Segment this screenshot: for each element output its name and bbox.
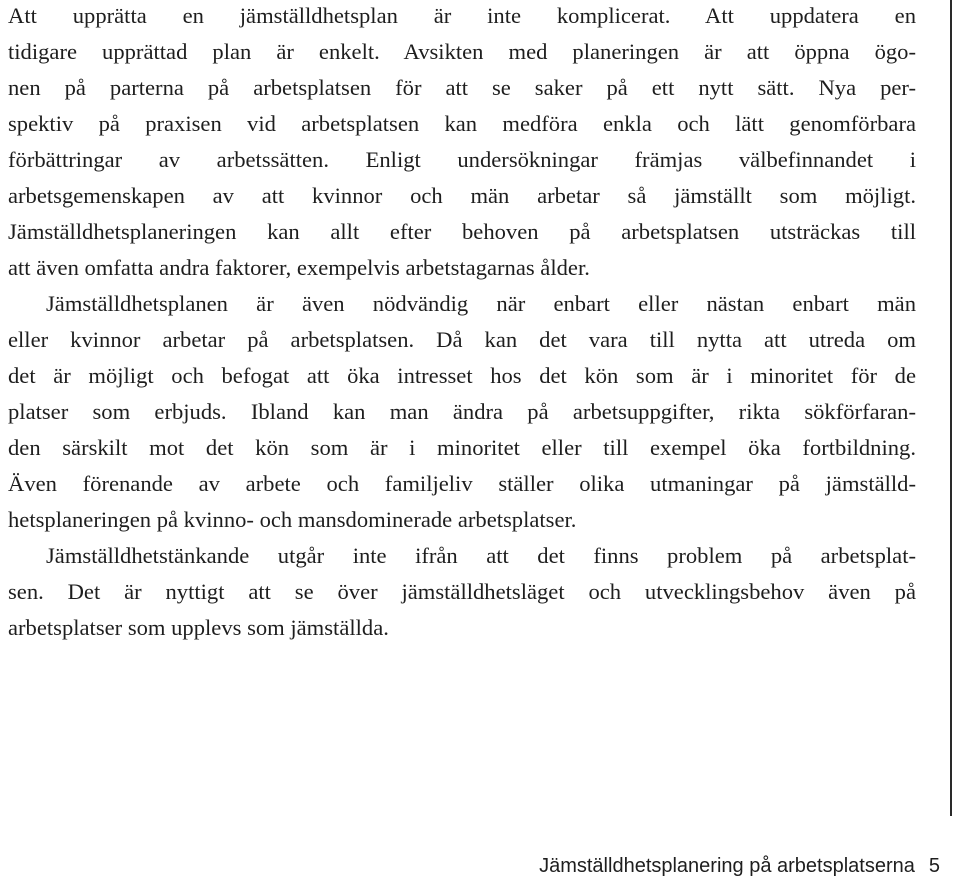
text-line: Jämställdhetsplanen är även nödvändig när enbart eller nästan enbart män: [46, 291, 916, 316]
text-line: hetsplaneringen på kvinno- och mansdominerade arbetsplatser.: [8, 507, 577, 532]
page-number: 5: [928, 855, 940, 877]
text-line: eller kvinnor arbetar på arbetsplatsen. Då kan det vara till nytta att utreda om: [8, 327, 916, 352]
text-line: spektiv på praxisen vid arbetsplatsen kan medföra enkla och lätt genomförbara: [8, 111, 916, 136]
text-line: platser som erbjuds. Ibland kan man ändra på arbetsuppgifter, rikta sökförfaran-: [8, 399, 916, 424]
text-line: det är möjligt och befogat att öka intresset hos det kön som är i minoritet för de: [8, 363, 916, 388]
text-line: att även omfatta andra faktorer, exempelvis arbetstagarnas ålder.: [8, 255, 590, 280]
text-line: Även förenande av arbete och familjeliv ställer olika utmaningar på jämställd-: [8, 471, 916, 496]
margin-rule: [950, 0, 952, 816]
text-line: förbättringar av arbetssätten. Enligt undersökningar främjas välbefinnandet i: [8, 147, 916, 172]
text-line: nen på parterna på arbetsplatsen för att se saker på ett nytt sätt. Nya per-: [8, 75, 916, 100]
page-footer: [539, 855, 940, 878]
text-line: tidigare upprättad plan är enkelt. Avsikten med planeringen är att öppna ögo-: [8, 39, 916, 64]
text-line: Jämställdhetsplaneringen kan allt efter behoven på arbetsplatsen utsträckas till: [8, 219, 916, 244]
text-line: Att upprätta en jämställdhetsplan är inte komplicerat. Att uppdatera en: [8, 3, 916, 28]
text-line: arbetsgemenskapen av att kvinnor och män arbetar så jämställt som möjligt.: [8, 183, 916, 208]
text-line: den särskilt mot det kön som är i minoritet eller till exempel öka fortbildning.: [8, 435, 916, 460]
text-line: sen. Det är nyttigt att se över jämställdhetsläget och utvecklingsbehov även på: [8, 579, 916, 604]
body-text: [8, 0, 916, 646]
text-line: arbetsplatser som upplevs som jämställda.: [8, 615, 389, 640]
text-line: Jämställdhetstänkande utgår inte ifrån att det finns problem på arbetsplat-: [46, 543, 916, 568]
running-title: Jämställdhetsplanering på arbetsplatserna: [539, 855, 915, 877]
